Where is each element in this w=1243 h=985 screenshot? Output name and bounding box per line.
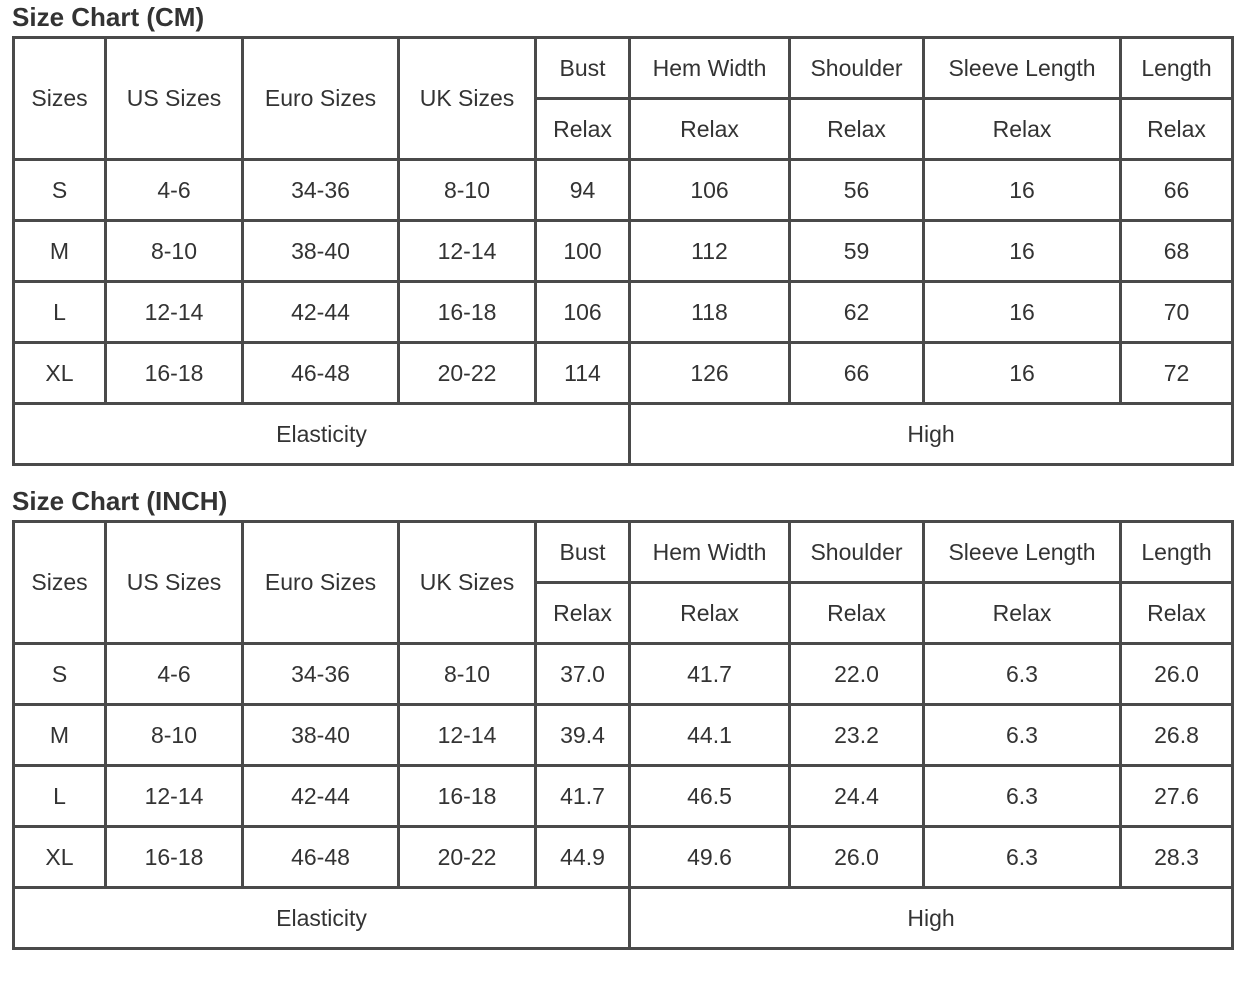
table-cell: 12-14: [106, 766, 243, 827]
sub-header-hem-width: Relax: [630, 99, 790, 160]
header-sleeve-length: Sleeve Length: [924, 38, 1121, 99]
table-cell: 66: [1121, 160, 1233, 221]
table-cell: 16: [924, 160, 1121, 221]
table-cell: 6.3: [924, 644, 1121, 705]
header-row: [14, 38, 1233, 99]
sub-header-hem-width: Relax: [630, 583, 790, 644]
table-cell: 44.1: [630, 705, 790, 766]
size-chart-cm-title: Size Chart (CM): [12, 2, 205, 32]
table-cell: 24.4: [790, 766, 924, 827]
table-cell: 59: [790, 221, 924, 282]
table-cell: 39.4: [536, 705, 630, 766]
table-cell: 46-48: [243, 827, 399, 888]
table-cell: 34-36: [243, 160, 399, 221]
sub-header-bust: Relax: [536, 99, 630, 160]
table-cell: 16: [924, 282, 1121, 343]
table-cell: 4-6: [106, 160, 243, 221]
table-cell: 22.0: [790, 644, 924, 705]
table-cell: 26.0: [1121, 644, 1233, 705]
sub-header-length: Relax: [1121, 583, 1233, 644]
table-cell: 42-44: [243, 766, 399, 827]
table-cell: 114: [536, 343, 630, 404]
table-cell: 44.9: [536, 827, 630, 888]
header-sizes: Sizes: [14, 38, 106, 160]
sub-header-shoulder: Relax: [790, 99, 924, 160]
table-cell: 12-14: [399, 705, 536, 766]
header-bust: Bust: [536, 522, 630, 583]
table-cell: 8-10: [106, 705, 243, 766]
elasticity-label: Elasticity: [14, 888, 630, 949]
table-cell: 38-40: [243, 705, 399, 766]
header-sizes: Sizes: [14, 522, 106, 644]
size-chart-inch-title: Size Chart (INCH): [12, 486, 228, 516]
table-cell: 62: [790, 282, 924, 343]
table-cell: M: [14, 221, 106, 282]
header-length: Length: [1121, 38, 1233, 99]
table-cell: 16-18: [399, 766, 536, 827]
table-cell: L: [14, 766, 106, 827]
table-cell: 112: [630, 221, 790, 282]
table-cell: 16-18: [106, 343, 243, 404]
table-cell: 38-40: [243, 221, 399, 282]
table-cell: 72: [1121, 343, 1233, 404]
table-cell: 106: [536, 282, 630, 343]
table-cell: 16: [924, 343, 1121, 404]
table-cell: 23.2: [790, 705, 924, 766]
header-length: Length: [1121, 522, 1233, 583]
header-uk-sizes: UK Sizes: [399, 522, 536, 644]
sub-header-length: Relax: [1121, 99, 1233, 160]
table-cell: 12-14: [399, 221, 536, 282]
table-cell: 6.3: [924, 827, 1121, 888]
table-cell: 28.3: [1121, 827, 1233, 888]
size-chart-inch-table: [12, 520, 1234, 950]
elasticity-value: High: [630, 404, 1233, 465]
footer-row: [14, 404, 1233, 465]
header-euro-sizes: Euro Sizes: [243, 38, 399, 160]
table-cell: 8-10: [399, 644, 536, 705]
table-cell: 4-6: [106, 644, 243, 705]
header-hem-width: Hem Width: [630, 522, 790, 583]
table-row: [14, 827, 1233, 888]
header-sleeve-length: Sleeve Length: [924, 522, 1121, 583]
sub-header-sleeve-length: Relax: [924, 99, 1121, 160]
sub-header-bust: Relax: [536, 583, 630, 644]
table-cell: 8-10: [106, 221, 243, 282]
elasticity-value: High: [630, 888, 1233, 949]
header-euro-sizes: Euro Sizes: [243, 522, 399, 644]
header-uk-sizes: UK Sizes: [399, 38, 536, 160]
table-cell: 20-22: [399, 827, 536, 888]
table-cell: 6.3: [924, 705, 1121, 766]
table-row: [14, 705, 1233, 766]
header-us-sizes: US Sizes: [106, 522, 243, 644]
table-cell: 42-44: [243, 282, 399, 343]
table-cell: 118: [630, 282, 790, 343]
table-cell: 70: [1121, 282, 1233, 343]
table-cell: 8-10: [399, 160, 536, 221]
table-cell: M: [14, 705, 106, 766]
table-cell: S: [14, 160, 106, 221]
table-cell: L: [14, 282, 106, 343]
table-cell: 68: [1121, 221, 1233, 282]
table-cell: 66: [790, 343, 924, 404]
table-cell: S: [14, 644, 106, 705]
table-row: [14, 160, 1233, 221]
table-cell: 126: [630, 343, 790, 404]
table-cell: 34-36: [243, 644, 399, 705]
table-cell: 37.0: [536, 644, 630, 705]
table-row: [14, 766, 1233, 827]
sub-header-shoulder: Relax: [790, 583, 924, 644]
table-cell: 41.7: [536, 766, 630, 827]
table-cell: 26.0: [790, 827, 924, 888]
header-hem-width: Hem Width: [630, 38, 790, 99]
table-cell: 20-22: [399, 343, 536, 404]
table-cell: 100: [536, 221, 630, 282]
sub-header-sleeve-length: Relax: [924, 583, 1121, 644]
table-row: [14, 644, 1233, 705]
table-cell: 49.6: [630, 827, 790, 888]
table-cell: 12-14: [106, 282, 243, 343]
table-cell: 27.6: [1121, 766, 1233, 827]
table-cell: 16-18: [399, 282, 536, 343]
table-cell: 46-48: [243, 343, 399, 404]
table-cell: 94: [536, 160, 630, 221]
table-cell: 46.5: [630, 766, 790, 827]
header-bust: Bust: [536, 38, 630, 99]
header-shoulder: Shoulder: [790, 38, 924, 99]
elasticity-label: Elasticity: [14, 404, 630, 465]
table-row: [14, 282, 1233, 343]
table-cell: XL: [14, 827, 106, 888]
table-cell: 16-18: [106, 827, 243, 888]
header-us-sizes: US Sizes: [106, 38, 243, 160]
table-row: [14, 221, 1233, 282]
header-shoulder: Shoulder: [790, 522, 924, 583]
table-cell: 41.7: [630, 644, 790, 705]
header-row: [14, 522, 1233, 583]
table-cell: 106: [630, 160, 790, 221]
table-cell: XL: [14, 343, 106, 404]
table-cell: 16: [924, 221, 1121, 282]
table-row: [14, 343, 1233, 404]
table-cell: 6.3: [924, 766, 1121, 827]
table-cell: 26.8: [1121, 705, 1233, 766]
size-chart-cm-table: [12, 36, 1234, 466]
footer-row: [14, 888, 1233, 949]
table-cell: 56: [790, 160, 924, 221]
